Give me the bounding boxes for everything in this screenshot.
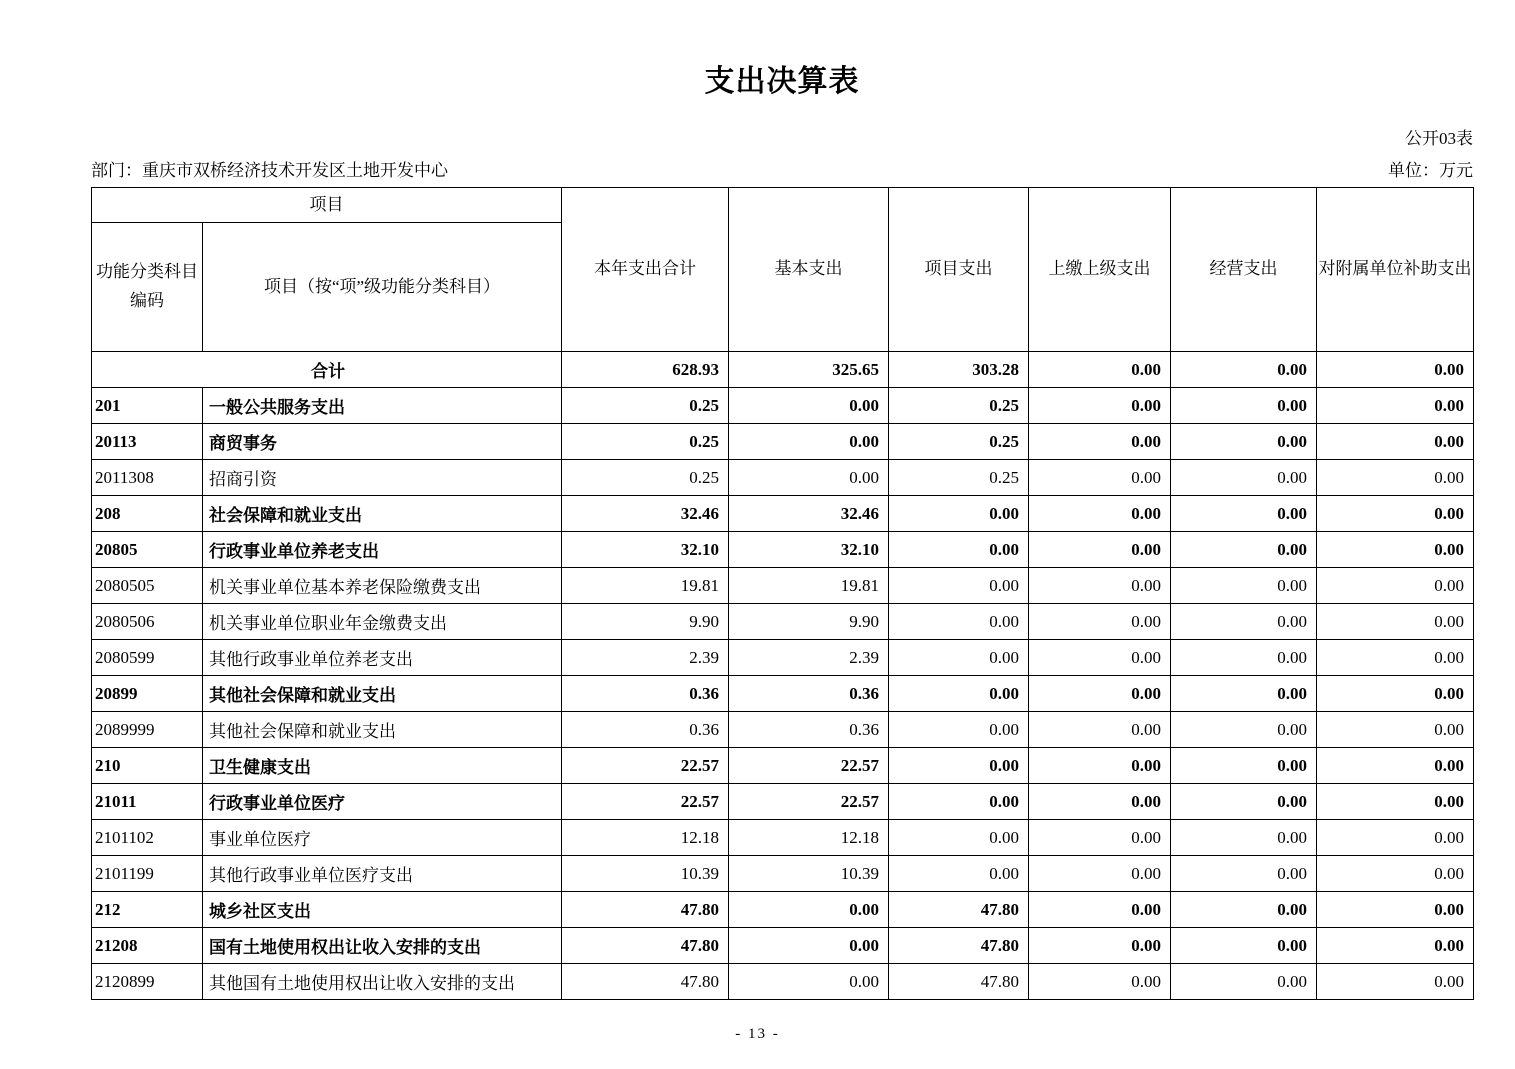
row-value: 0.00 (1029, 748, 1171, 784)
row-name: 卫生健康支出 (203, 748, 562, 784)
row-value: 0.00 (889, 604, 1029, 640)
row-value: 0.00 (1317, 460, 1474, 496)
header-operating: 经营支出 (1171, 188, 1317, 352)
row-value: 0.00 (729, 424, 889, 460)
row-value: 0.00 (1171, 748, 1317, 784)
row-total-label: 合计 (92, 352, 562, 388)
row-value: 0.25 (562, 388, 729, 424)
row-value: 0.00 (889, 496, 1029, 532)
row-value: 47.80 (562, 928, 729, 964)
row-value: 0.00 (1171, 856, 1317, 892)
row-value: 0.00 (1029, 388, 1171, 424)
row-value: 0.00 (889, 820, 1029, 856)
row-value: 0.00 (1171, 388, 1317, 424)
row-value: 0.00 (729, 388, 889, 424)
row-value: 0.00 (1317, 928, 1474, 964)
row-value: 0.00 (1317, 748, 1474, 784)
row-value: 0.00 (889, 784, 1029, 820)
row-value: 12.18 (729, 820, 889, 856)
row-code: 20113 (92, 424, 203, 460)
row-name: 其他行政事业单位养老支出 (203, 640, 562, 676)
row-name: 其他社会保障和就业支出 (203, 676, 562, 712)
row-value: 0.00 (1317, 604, 1474, 640)
row-name: 一般公共服务支出 (203, 388, 562, 424)
row-value: 0.00 (1171, 352, 1317, 388)
header-subsidy: 对附属单位补助支出 (1317, 188, 1474, 352)
row-value: 0.00 (889, 856, 1029, 892)
page-number: - 13 - (735, 1026, 780, 1042)
row-value: 0.00 (729, 928, 889, 964)
row-value: 0.00 (1029, 352, 1171, 388)
header-row-top (92, 188, 1474, 223)
row-name: 城乡社区支出 (203, 892, 562, 928)
row-value: 0.00 (1317, 352, 1474, 388)
row-code: 21208 (92, 928, 203, 964)
row-value: 0.00 (1317, 712, 1474, 748)
row-value: 0.00 (1029, 568, 1171, 604)
row-value: 47.80 (889, 928, 1029, 964)
row-value: 0.00 (1317, 892, 1474, 928)
unit-label: 单位：万元 (1388, 161, 1473, 180)
row-value: 0.00 (1171, 928, 1317, 964)
row-name: 机关事业单位基本养老保险缴费支出 (203, 568, 562, 604)
row-value: 0.00 (1317, 388, 1474, 424)
row-value: 0.00 (1171, 640, 1317, 676)
row-code: 20899 (92, 676, 203, 712)
row-value: 47.80 (889, 964, 1029, 1000)
row-code: 2120899 (92, 964, 203, 1000)
row-code: 2101199 (92, 856, 203, 892)
row-value: 0.00 (1029, 712, 1171, 748)
row-value: 0.00 (1171, 964, 1317, 1000)
row-value: 0.00 (1029, 640, 1171, 676)
expenditure-table (91, 187, 1474, 1000)
row-code: 2089999 (92, 712, 203, 748)
table-row (92, 460, 1474, 496)
row-value: 0.00 (889, 676, 1029, 712)
row-name: 机关事业单位职业年金缴费支出 (203, 604, 562, 640)
row-value: 22.57 (729, 748, 889, 784)
department-label: 部门：重庆市双桥经济技术开发区土地开发中心 (91, 161, 448, 180)
row-value: 0.00 (1317, 640, 1474, 676)
row-value: 10.39 (729, 856, 889, 892)
row-code: 2011308 (92, 460, 203, 496)
row-value: 0.00 (1029, 460, 1171, 496)
row-value: 0.00 (889, 748, 1029, 784)
row-value: 0.00 (1029, 928, 1171, 964)
row-value: 0.00 (1171, 532, 1317, 568)
header-project-group: 项目 (92, 188, 562, 223)
row-value: 0.00 (1029, 496, 1171, 532)
header-code: 功能分类科目编码 (92, 223, 203, 352)
row-value: 0.00 (1029, 424, 1171, 460)
row-value: 0.00 (1171, 568, 1317, 604)
row-value: 10.39 (562, 856, 729, 892)
row-name: 其他国有土地使用权出让收入安排的支出 (203, 964, 562, 1000)
row-value: 32.10 (729, 532, 889, 568)
row-value: 0.00 (1317, 532, 1474, 568)
row-value: 0.25 (889, 424, 1029, 460)
row-value: 0.00 (729, 892, 889, 928)
row-value: 0.00 (1171, 712, 1317, 748)
row-value: 0.25 (562, 460, 729, 496)
row-value: 22.57 (562, 784, 729, 820)
row-value: 0.36 (562, 676, 729, 712)
header-upper: 上缴上级支出 (1029, 188, 1171, 352)
row-value: 47.80 (562, 892, 729, 928)
row-value: 0.25 (889, 388, 1029, 424)
row-value: 0.00 (889, 568, 1029, 604)
table-row (92, 748, 1474, 784)
row-value: 0.00 (1029, 532, 1171, 568)
row-value: 32.10 (562, 532, 729, 568)
table-row (92, 856, 1474, 892)
row-value: 47.80 (889, 892, 1029, 928)
row-code: 20805 (92, 532, 203, 568)
document-page (91, 0, 1473, 1043)
table-row (92, 928, 1474, 964)
row-value: 0.36 (729, 712, 889, 748)
row-value: 0.00 (1029, 892, 1171, 928)
row-value: 0.00 (1029, 604, 1171, 640)
row-value: 0.00 (1029, 676, 1171, 712)
header-project-item: 项目（按“项”级功能分类科目） (203, 223, 562, 352)
row-value: 0.00 (1029, 856, 1171, 892)
row-name: 行政事业单位养老支出 (203, 532, 562, 568)
table-row (92, 388, 1474, 424)
table-row (92, 352, 1474, 388)
row-value: 0.00 (1317, 784, 1474, 820)
header-total: 本年支出合计 (562, 188, 729, 352)
table-row (92, 820, 1474, 856)
row-value: 19.81 (729, 568, 889, 604)
row-value: 9.90 (562, 604, 729, 640)
row-name: 其他行政事业单位医疗支出 (203, 856, 562, 892)
row-value: 47.80 (562, 964, 729, 1000)
row-value: 22.57 (729, 784, 889, 820)
row-value: 22.57 (562, 748, 729, 784)
row-value: 0.00 (1171, 424, 1317, 460)
row-name: 国有土地使用权出让收入安排的支出 (203, 928, 562, 964)
row-code: 2080506 (92, 604, 203, 640)
row-code: 2080599 (92, 640, 203, 676)
row-value: 0.00 (889, 640, 1029, 676)
row-value: 0.00 (1317, 568, 1474, 604)
row-value: 0.00 (1317, 424, 1474, 460)
row-name: 其他社会保障和就业支出 (203, 712, 562, 748)
row-code: 208 (92, 496, 203, 532)
row-value: 2.39 (729, 640, 889, 676)
row-value: 12.18 (562, 820, 729, 856)
meta-row (91, 156, 1473, 181)
row-value: 19.81 (562, 568, 729, 604)
row-code: 21011 (92, 784, 203, 820)
row-value: 0.00 (729, 964, 889, 1000)
header-basic: 基本支出 (729, 188, 889, 352)
row-code: 201 (92, 388, 203, 424)
table-row (92, 496, 1474, 532)
table-row (92, 604, 1474, 640)
row-value: 0.00 (1029, 964, 1171, 1000)
page-title: 支出决算表 (704, 65, 860, 98)
row-code: 2080505 (92, 568, 203, 604)
row-value: 0.00 (1171, 892, 1317, 928)
row-value: 0.00 (1171, 784, 1317, 820)
row-value: 0.00 (1317, 676, 1474, 712)
table-code-label: 公开03表 (1405, 129, 1473, 148)
row-code: 210 (92, 748, 203, 784)
row-value: 628.93 (562, 352, 729, 388)
row-value: 0.00 (1029, 784, 1171, 820)
row-value: 32.46 (729, 496, 889, 532)
row-value: 0.00 (889, 712, 1029, 748)
table-row (92, 712, 1474, 748)
row-name: 社会保障和就业支出 (203, 496, 562, 532)
row-name: 商贸事务 (203, 424, 562, 460)
row-value: 0.36 (729, 676, 889, 712)
table-row (92, 424, 1474, 460)
row-code: 212 (92, 892, 203, 928)
table-row (92, 964, 1474, 1000)
table-row (92, 532, 1474, 568)
row-name: 招商引资 (203, 460, 562, 496)
row-code: 2101102 (92, 820, 203, 856)
row-value: 9.90 (729, 604, 889, 640)
row-value: 0.00 (1171, 460, 1317, 496)
row-value: 0.00 (1171, 820, 1317, 856)
row-value: 0.00 (1317, 820, 1474, 856)
table-row (92, 784, 1474, 820)
table-row (92, 892, 1474, 928)
row-value: 32.46 (562, 496, 729, 532)
row-name: 行政事业单位医疗 (203, 784, 562, 820)
row-value: 2.39 (562, 640, 729, 676)
row-value: 0.00 (1317, 496, 1474, 532)
table-row (92, 640, 1474, 676)
row-name: 事业单位医疗 (203, 820, 562, 856)
row-value: 0.25 (889, 460, 1029, 496)
row-value: 0.00 (1029, 820, 1171, 856)
table-row (92, 568, 1474, 604)
table-row (92, 676, 1474, 712)
row-value: 0.00 (1171, 676, 1317, 712)
row-value: 0.00 (1317, 964, 1474, 1000)
row-value: 0.00 (1171, 604, 1317, 640)
row-value: 303.28 (889, 352, 1029, 388)
row-value: 0.25 (562, 424, 729, 460)
row-value: 325.65 (729, 352, 889, 388)
table-body (92, 352, 1474, 1000)
row-value: 0.36 (562, 712, 729, 748)
row-value: 0.00 (889, 532, 1029, 568)
row-value: 0.00 (1171, 496, 1317, 532)
row-value: 0.00 (729, 460, 889, 496)
row-value: 0.00 (1317, 856, 1474, 892)
header-project-expense: 项目支出 (889, 188, 1029, 352)
